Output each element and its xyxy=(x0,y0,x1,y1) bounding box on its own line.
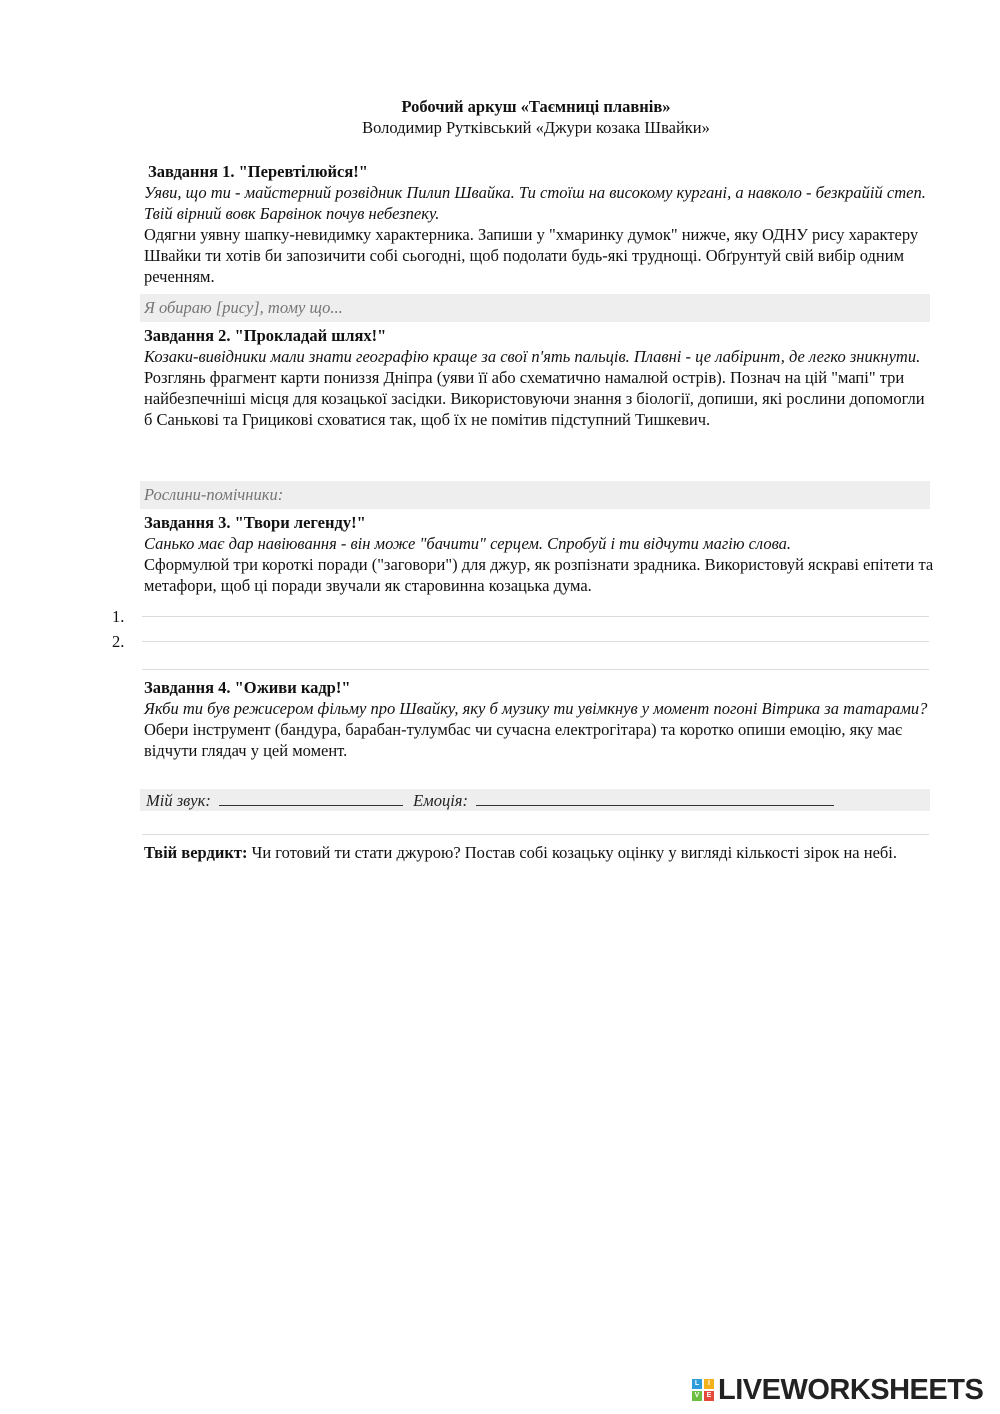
task4-intro: Якби ти був режисером фільму про Швайку, яку б музику ти увімкнув у момент погоні Вітрика за татарами? xyxy=(144,699,928,718)
sound-label: Мій звук: xyxy=(146,791,211,810)
worksheet-header xyxy=(0,96,1000,138)
logo-blocks-icon xyxy=(692,1379,714,1401)
task2-section xyxy=(144,325,934,430)
worksheet-title: Робочий аркуш «Таємниці плавнів» xyxy=(401,97,671,116)
worksheet-subtitle: Володимир Рутківський «Джури козака Швайки» xyxy=(362,118,710,137)
task1-heading: Завдання 1. "Перевтілюйся!" xyxy=(148,162,368,181)
task3-heading: Завдання 3. "Твори легенду!" xyxy=(144,513,366,532)
task3-number-1: 1. xyxy=(112,607,125,626)
sound-answer-field[interactable] xyxy=(219,789,403,806)
logo-text: LIVEWORKSHEETS xyxy=(718,1373,984,1406)
task1-intro: Уяви, що ти - майстерний розвідник Пилип Швайка. Ти стоїш на високому кургані, а навколо - безкрайій степ. Твій вірний вовк Барвінок почув небезпеку. xyxy=(144,183,926,223)
task1-instruction: Одягни уявну шапку-невидимку характерника. Запиши у "хмаринку думок" нижче, яку ОДНУ рису характеру Швайки ти хотів би запозичити собі сьогодні, щоб подолати будь-які труднощі. Обґрунтуй свій вибір одним реченням. xyxy=(144,225,919,286)
verdict-section xyxy=(144,842,934,863)
task2-instruction: Розглянь фрагмент карти пониззя Дніпра (уяви її або схематично намалюй острів). Познач на цій "мапі" три найбезпечніші місця для козацької засідки. Використовуючи знання з біології, допиши, які рослини допомогли б Санькові та Грицикові сховатися так, щоб їх не помітив підступний Тишкевич. xyxy=(144,368,925,429)
task4-heading: Завдання 4. "Оживи кадр!" xyxy=(144,678,351,697)
logo-block-i: I xyxy=(704,1379,714,1389)
logo-block-e: E xyxy=(704,1391,714,1401)
task3-instruction: Сформулюй три короткі поради ("заговори") для джур, як розпізнати зрадника. Використовуй яскраві епітети та метафори, щоб ці поради звучали як старовинна козацька дума. xyxy=(144,555,934,595)
task3-answer-line-1[interactable] xyxy=(142,616,929,617)
task3-section xyxy=(144,512,934,596)
task3-number-2: 2. xyxy=(112,632,125,651)
logo-block-v: V xyxy=(692,1391,702,1401)
verdict-text: Чи готовий ти стати джурою? Постав собі козацьку оцінку у вигляді кількості зірок на небі. xyxy=(247,843,898,862)
verdict-label: Твій вердикт: xyxy=(144,843,248,862)
task2-answer-field[interactable] xyxy=(140,481,930,509)
task2-heading: Завдання 2. "Прокладай шлях!" xyxy=(144,326,387,345)
task3-answer-line-2[interactable] xyxy=(142,641,929,642)
liveworksheets-logo xyxy=(692,1374,983,1406)
emotion-answer-field[interactable] xyxy=(476,789,834,806)
logo-block-l: L xyxy=(692,1379,702,1389)
task2-intro: Козаки-вивідники мали знати географію краще за свої п'ять пальців. Плавні - це лабіринт, де легко зникнути. xyxy=(144,347,921,366)
task4-instruction: Обери інструмент (бандура, барабан-тулумбас чи сучасна електрогітара) та коротко опиши емоцію, яку має відчути глядач у цей момент. xyxy=(144,720,903,760)
emotion-label: Емоція: xyxy=(413,791,468,810)
task4-section xyxy=(144,677,934,761)
task3-intro: Санько має дар навіювання - він може "бачити" серцем. Спробуй і ти відчути магію слова. xyxy=(144,534,791,553)
task4-separator-line xyxy=(142,834,929,835)
task1-answer-field[interactable] xyxy=(140,294,930,322)
task1-section xyxy=(144,161,934,287)
task3-answer-line-3[interactable] xyxy=(142,669,929,670)
task4-answer-row xyxy=(140,789,930,811)
